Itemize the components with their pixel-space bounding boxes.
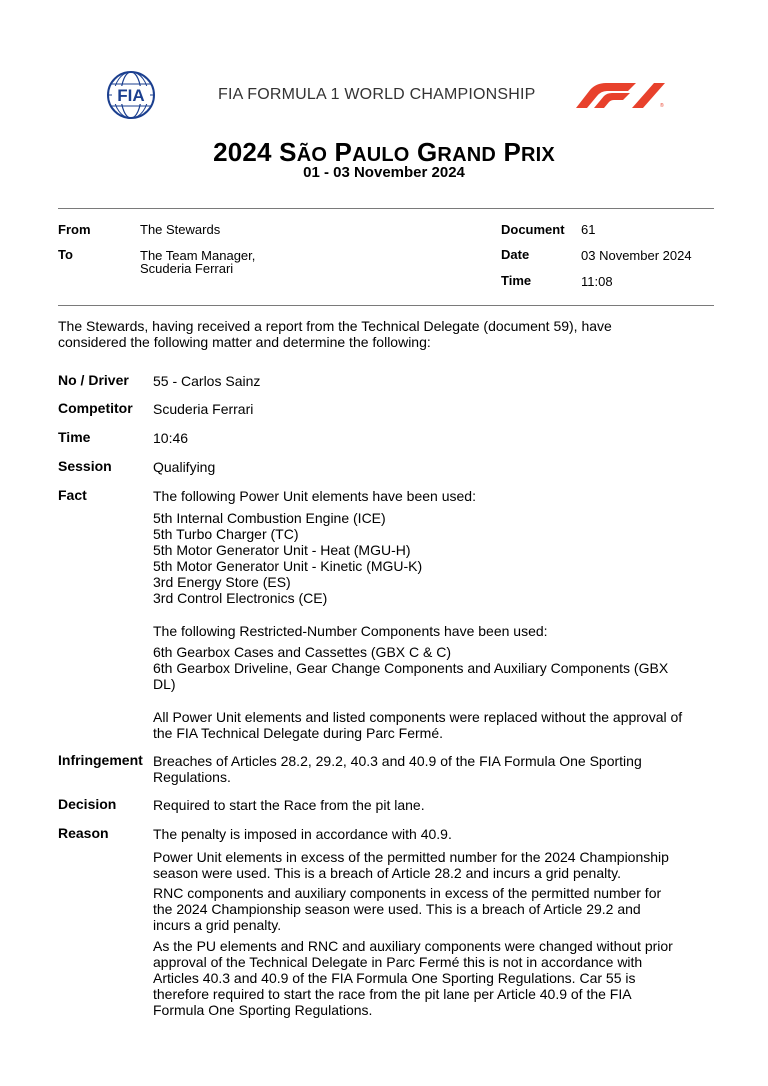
session-time-value: 10:46 [153, 430, 189, 446]
date-label: Date [501, 247, 530, 262]
svg-text:®: ® [660, 103, 664, 108]
list-item: 3rd Energy Store (ES) [153, 574, 291, 590]
title-word-4: PRIX [503, 137, 555, 167]
reason-paragraph-3: RNC components and auxiliary components in excess of the permitted number for the 2024 Championship season were used. This is a breach of Article 29.2 and incurs a grid penalty. [153, 885, 662, 933]
decision-value: Required to start the Race from the pit lane. [153, 797, 425, 813]
f1-logo [574, 82, 668, 108]
session-time-label: Time [58, 429, 91, 445]
from-label: From [58, 222, 91, 237]
list-item: 5th Turbo Charger (TC) [153, 526, 299, 542]
title-word-3: GRAND [416, 137, 496, 167]
time-value: 11:08 [581, 274, 613, 289]
session-label: Session [58, 458, 112, 474]
infringement-text: Breaches of Articles 28.2, 29.2, 40.3 and 40.9 of the FIA Formula One Sporting Regulations. [153, 753, 642, 785]
document-label: Document [501, 222, 565, 237]
from-value: The Stewards [140, 222, 221, 237]
list-item: 5th Motor Generator Unit - Kinetic (MGU-K) [153, 558, 423, 574]
list-item: 5th Internal Combustion Engine (ICE) [153, 510, 386, 526]
fact-rnc-list [153, 644, 713, 692]
document-number: 61 [581, 222, 596, 237]
f1-logo-icon [574, 82, 668, 108]
fia-logo [98, 70, 164, 120]
list-item: 5th Motor Generator Unit - Heat (MGU-H) [153, 542, 411, 558]
fia-logo-text: FIA [117, 86, 145, 105]
event-dates: 01 - 03 November 2024 [303, 164, 465, 181]
reason-paragraph-1: The penalty is imposed in accordance with 40.9. [153, 826, 452, 842]
time-label: Time [501, 273, 532, 288]
decision-label: Decision [58, 796, 117, 812]
date-value: 03 November 2024 [581, 248, 692, 263]
session-value: Qualifying [153, 459, 216, 475]
reason-paragraph-2: Power Unit elements in excess of the permitted number for the 2024 Championship season were used. This is a breach of Article 28.2 and incurs a grid penalty. [153, 849, 669, 881]
reason-label: Reason [58, 825, 109, 841]
list-item: DL) [153, 676, 176, 692]
top-divider [58, 208, 714, 209]
reason-paragraph-4: As the PU elements and RNC and auxiliary components were changed without prior approval of the Technical Delegate in Parc Fermé this is not in accordance with Articles 40.3 and 40.9 of the FIA Formula One Sporting Regulations. Car 55 is therefore required to start the race from the pit lane per Article 40.9 of the FIA Formula One Sporting Regulations. [153, 938, 673, 1018]
to-label: To [58, 247, 73, 262]
driver-value: 55 - Carlos Sainz [153, 373, 261, 389]
bottom-divider [58, 305, 714, 306]
title-year: 2024 [213, 137, 272, 167]
fact-pu-list [153, 510, 713, 606]
infringement-label: Infringement [58, 752, 143, 768]
fact-pu-intro: The following Power Unit elements have been used: [153, 488, 476, 504]
list-item: 6th Gearbox Cases and Cassettes (GBX C & C) [153, 644, 452, 660]
list-item: 6th Gearbox Driveline, Gear Change Components and Auxiliary Components (GBX [153, 660, 669, 676]
title-word-2: PAULO [334, 137, 410, 167]
fia-globe-icon [98, 70, 164, 120]
championship-title: FIA FORMULA 1 WORLD CHAMPIONSHIP [218, 86, 536, 103]
competitor-value: Scuderia Ferrari [153, 401, 254, 417]
driver-label: No / Driver [58, 372, 129, 388]
intro-paragraph: The Stewards, having received a report from the Technical Delegate (document 59), have considered the following matter and determine the following: [58, 318, 612, 350]
to-value-line1: The Team Manager, [140, 248, 256, 263]
list-item: 3rd Control Electronics (CE) [153, 590, 328, 606]
fact-closing: All Power Unit elements and listed components were replaced without the approval of the FIA Technical Delegate during Parc Fermé. [153, 709, 683, 741]
to-value-line2: Scuderia Ferrari [140, 261, 234, 276]
fact-rnc-intro: The following Restricted-Number Components have been used: [153, 623, 548, 639]
fact-label: Fact [58, 487, 87, 503]
competitor-label: Competitor [58, 400, 133, 416]
f1-logo-text: F1 [574, 82, 576, 83]
title-word-1: SÃO [279, 137, 328, 167]
